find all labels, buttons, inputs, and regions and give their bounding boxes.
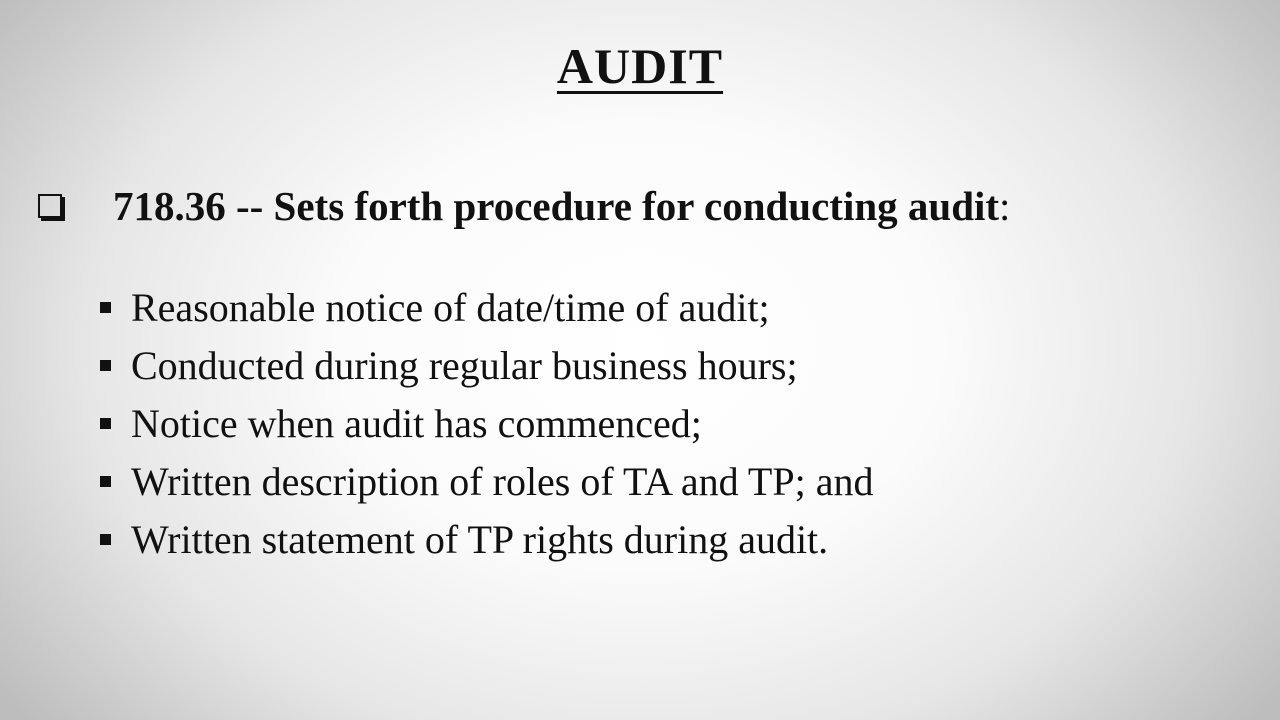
sub-bullet-text: Notice when audit has commenced; [131,400,702,446]
sub-bullet-text: Written description of roles of TA and TP; and [131,458,874,504]
square-bullet-icon [100,534,111,545]
sub-bullet-list [100,278,873,568]
slide-title-text: AUDIT [556,38,724,94]
main-bullet-label: 718.36 -- Sets forth procedure for conducting audit [113,183,1000,229]
main-bullet [38,176,1010,236]
sub-bullet-text: Conducted during regular business hours; [131,342,798,388]
sub-bullet-item [100,452,873,510]
slide-title [0,36,1280,96]
sub-bullet-item [100,336,873,394]
square-bullet-icon [100,418,111,429]
main-bullet-text [113,182,1010,230]
sub-bullet-text: Reasonable notice of date/time of audit; [131,284,770,330]
square-bullet-icon [100,476,111,487]
checkbox-icon [38,194,62,218]
main-bullet-colon: : [999,183,1011,229]
sub-bullet-item [100,510,873,568]
square-bullet-icon [100,302,111,313]
sub-bullet-item [100,394,873,452]
square-bullet-icon [100,360,111,371]
sub-bullet-text: Written statement of TP rights during audit. [131,516,829,562]
sub-bullet-item [100,278,873,336]
